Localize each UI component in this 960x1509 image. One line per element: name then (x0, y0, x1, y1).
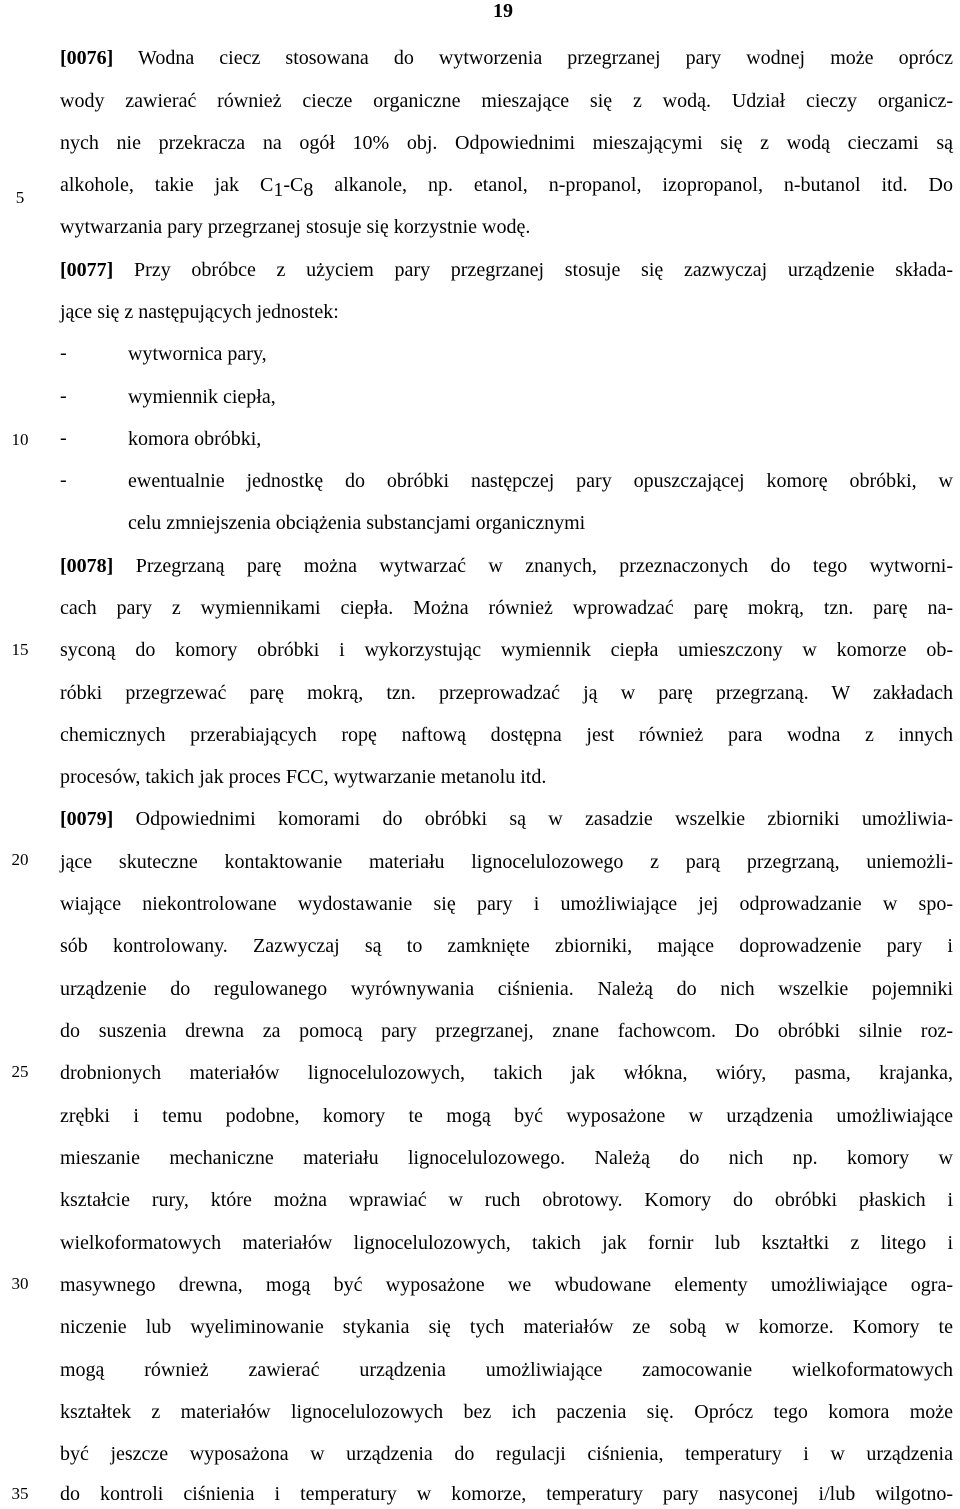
list-item-text: ewentualnie jednostkę do obróbki następczej pary opuszczającej komorę obróbki, w (128, 470, 953, 492)
text-line: kształtek z materiałów lignocelulozowych bez ich paczenia się. Oprócz tego komora może (60, 1401, 953, 1423)
list-bullet: - (60, 469, 67, 491)
text-line: być jeszcze wyposażona w urządzenia do regulacji ciśnienia, temperatury i w urządzenia (60, 1443, 953, 1465)
page-number: 19 (493, 0, 513, 22)
list-bullet: - (60, 427, 67, 449)
line-number-30: 30 (11, 1274, 29, 1293)
text-line: procesów, takich jak proces FCC, wytwarzanie metanolu itd. (60, 766, 547, 788)
list-bullet: - (60, 385, 67, 407)
paragraph-number: [0076] (60, 47, 114, 69)
text-span: Wodna ciecz stosowana do wytworzenia przegrzanej pary wodnej może oprócz (113, 47, 953, 69)
paragraph-number: [0077] (60, 259, 114, 281)
text-span: alkanole, np. etanol, n-propanol, izopropanol, n-butanol itd. Do (313, 174, 953, 196)
line-number-20: 20 (11, 850, 29, 869)
text-line: syconą do komory obróbki i wykorzystując wymiennik ciepła umieszczony w komorze ob- (60, 639, 953, 661)
text-line: do kontroli ciśnienia i temperatury w komorze, temperatury pary nasyconej i/lub wilgotno- (60, 1483, 953, 1505)
text-line: drobnionych materiałów lignocelulozowych, takich jak włókna, wióry, pasma, krajanka, (60, 1062, 953, 1084)
text-line: sób kontrolowany. Zazwyczaj są to zamknięte zbiorniki, mające doprowadzenie pary i (60, 935, 953, 957)
text-line: jące się z następujących jednostek: (60, 301, 339, 323)
text-span: alkohole, takie jak C (60, 174, 274, 196)
list-item-text: wytwornica pary, (128, 343, 267, 365)
paragraph-number: [0079] (60, 808, 114, 830)
text-line: zrębki i temu podobne, komory te mogą być wyposażone w urządzenia umożliwiające (60, 1105, 953, 1127)
text-line: kształcie rury, które można wprawiać w ruch obrotowy. Komory do obróbki płaskich i (60, 1189, 953, 1211)
text-line: nych nie przekracza na ogół 10% obj. Odpowiednimi mieszającymi się z wodą cieczami są (60, 132, 953, 154)
text-span: -C (283, 174, 304, 196)
text-span: Przy obróbce z użyciem pary przegrzanej stosuje się zazwyczaj urządzenie składa- (113, 259, 953, 281)
line-number-10: 10 (11, 430, 29, 449)
text-line: mieszanie mechaniczne materiału lignocelulozowego. Należą do nich np. komory w (60, 1147, 953, 1169)
text-span: Odpowiednimi komorami do obróbki są w zasadzie wszelkie zbiorniki umożliwia- (113, 808, 953, 830)
text-line: wody zawierać również ciecze organiczne mieszające się z wodą. Udział cieczy organicz- (60, 90, 953, 112)
text-line (60, 807, 953, 831)
text-line: jące skuteczne kontaktowanie materiału lignocelulozowego z parą przegrzaną, uniemożli- (60, 851, 953, 873)
list-item-text: komora obróbki, (128, 428, 262, 450)
subscript: 8 (303, 179, 314, 201)
subscript: 1 (273, 179, 284, 201)
text-line: róbki przegrzewać parę mokrą, tzn. przeprowadzać ją w parę przegrzaną. W zakładach (60, 682, 953, 704)
line-number-15: 15 (11, 640, 29, 659)
text-line: chemicznych przerabiających ropę naftową dostępna jest również para wodna z innych (60, 724, 953, 746)
text-line (60, 46, 953, 70)
text-line: masywnego drewna, mogą być wyposażone we wbudowane elementy umożliwiające ogra- (60, 1274, 953, 1296)
text-line: wiające niekontrolowane wydostawanie się pary i umożliwiające jej odprowadzanie w spo- (60, 893, 953, 915)
text-line: mogą również zawierać urządzenia umożliwiające zamocowanie wielkoformatowych (60, 1359, 953, 1381)
text-line: niczenie lub wyeliminowanie stykania się tych materiałów ze sobą w komorze. Komory te (60, 1316, 953, 1338)
text-line: wytwarzania pary przegrzanej stosuje się korzystnie wodę. (60, 216, 531, 238)
paragraph-number: [0078] (60, 555, 114, 577)
list-bullet: - (60, 342, 67, 364)
line-number-5: 5 (15, 188, 25, 207)
text-line (60, 554, 953, 578)
text-line: cach pary z wymiennikami ciepła. Można również wprowadzać parę mokrą, tzn. parę na- (60, 597, 953, 619)
text-span: Przegrzaną parę można wytwarzać w znanych, przeznaczonych do tego wytworni- (113, 555, 953, 577)
text-line: urządzenie do regulowanego wyrównywania ciśnienia. Należą do nich wszelkie pojemniki (60, 978, 953, 1000)
list-item-text: celu zmniejszenia obciążenia substancjami organicznymi (128, 512, 586, 534)
text-line (60, 258, 953, 282)
line-number-25: 25 (11, 1062, 29, 1081)
text-line (60, 173, 953, 201)
list-item-text: wymiennik ciepła, (128, 386, 276, 408)
line-number-35: 35 (11, 1484, 29, 1503)
text-line: wielkoformatowych materiałów lignocelulozowych, takich jak fornir lub kształtki z litego i (60, 1232, 953, 1254)
text-line: do suszenia drewna za pomocą pary przegrzanej, znane fachowcom. Do obróbki silnie roz- (60, 1020, 953, 1042)
